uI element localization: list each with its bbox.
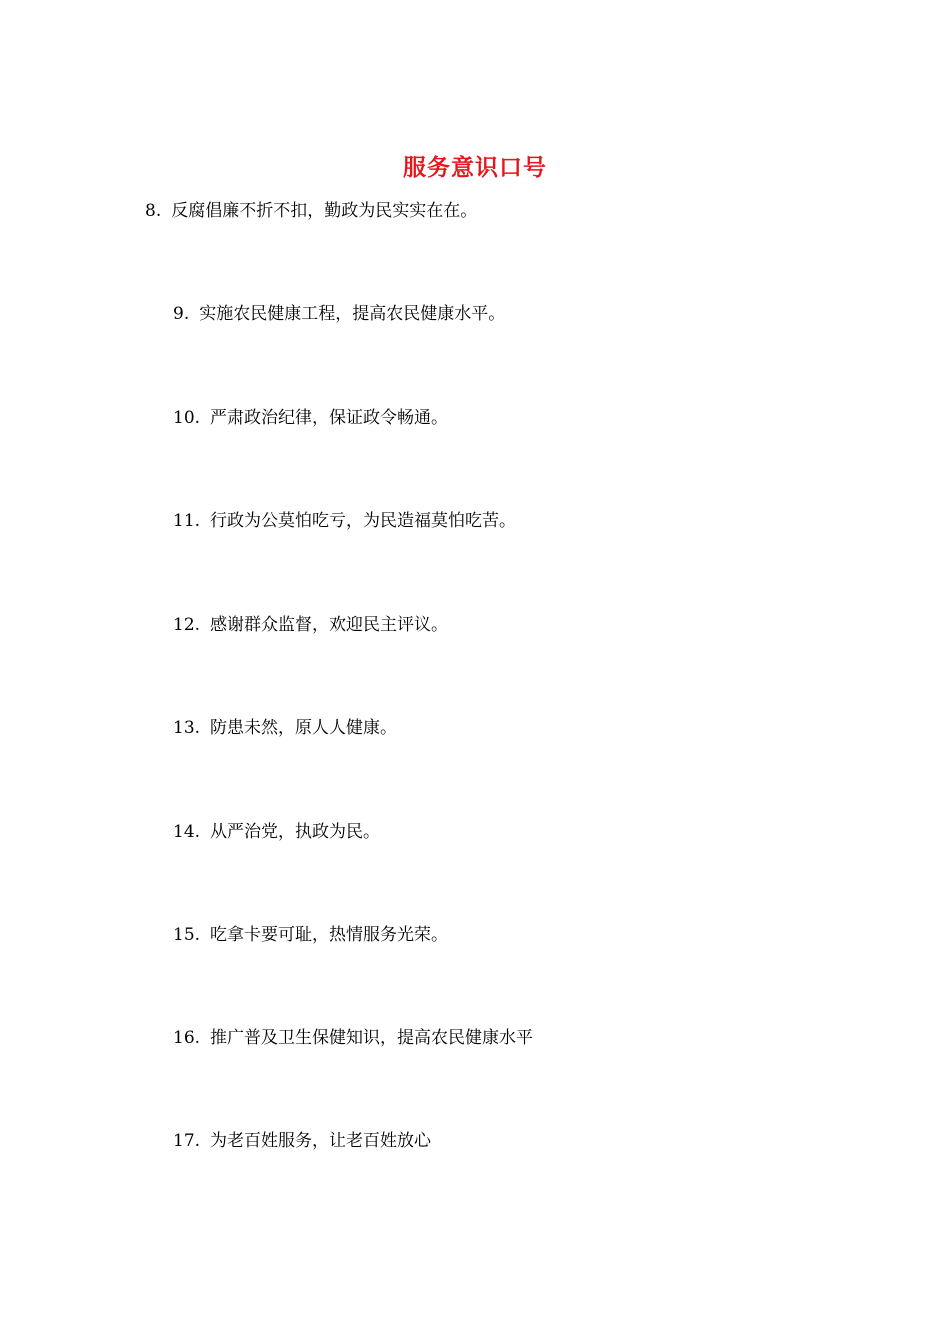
slogan-item — [145, 199, 477, 223]
slogan-number: 13. — [173, 718, 201, 738]
document-title: 服务意识口号 — [403, 155, 547, 181]
slogan-text: 推广普及卫生保健知识，提高农民健康水平 — [210, 1028, 534, 1048]
slogan-number: 15. — [173, 925, 201, 945]
slogan-text: 从严治党，执政为民。 — [210, 822, 381, 842]
slogan-text: 严肃政治纪律，保证政令畅通。 — [210, 408, 449, 428]
slogan-item — [173, 1026, 533, 1050]
slogan-item — [173, 716, 397, 740]
slogan-text: 实施农民健康工程，提高农民健康水平。 — [199, 304, 506, 324]
slogan-item — [173, 406, 448, 430]
slogan-item — [173, 302, 505, 326]
slogan-text: 行政为公莫怕吃亏，为民造福莫怕吃苦。 — [210, 511, 517, 531]
slogan-text: 吃拿卡要可耻，热情服务光荣。 — [210, 925, 449, 945]
slogan-item — [173, 923, 448, 947]
slogan-item — [173, 613, 448, 637]
slogan-item — [173, 1129, 431, 1153]
slogan-number: 10. — [173, 408, 201, 428]
slogan-number: 11. — [173, 511, 201, 531]
slogan-item — [173, 820, 380, 844]
slogan-text: 防患未然，原人人健康。 — [210, 718, 398, 738]
slogan-number: 8. — [145, 201, 162, 221]
slogan-number: 16. — [173, 1028, 201, 1048]
slogan-text: 为老百姓服务，让老百姓放心 — [210, 1131, 432, 1151]
slogan-number: 17. — [173, 1131, 201, 1151]
slogan-number: 12. — [173, 615, 201, 635]
slogan-text: 感谢群众监督，欢迎民主评议。 — [210, 615, 449, 635]
slogan-item — [173, 509, 516, 533]
slogan-text: 反腐倡廉不折不扣，勤政为民实实在在。 — [171, 201, 478, 221]
slogan-number: 14. — [173, 822, 201, 842]
slogan-number: 9. — [173, 304, 190, 324]
